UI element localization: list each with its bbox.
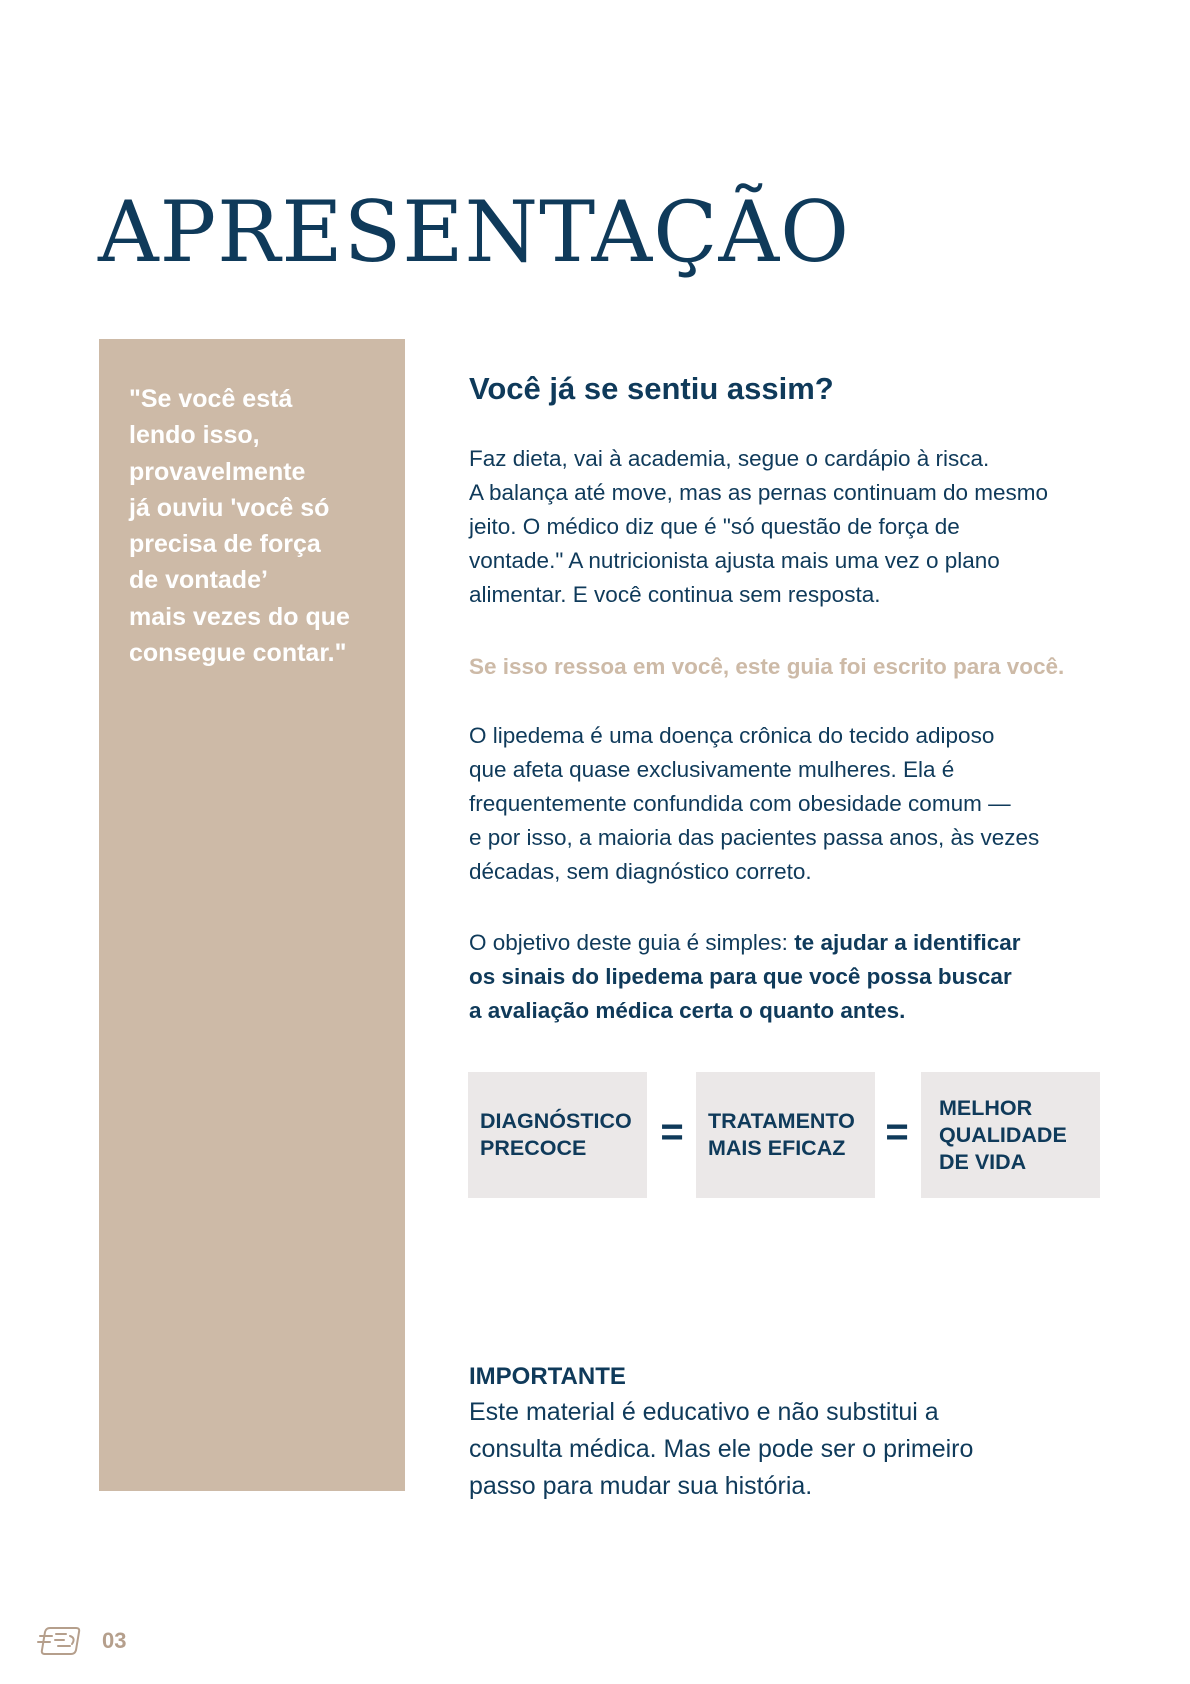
section-heading: Você já se sentiu assim?	[469, 371, 834, 406]
important-text: Este material é educativo e não substitui a consulta médica. Mas ele pode ser o primeiro passo para mudar sua história.	[469, 1398, 974, 1500]
page-title: APRESENTAÇÃO	[98, 183, 851, 281]
formula-box-quality: MELHOR QUALIDADE DE VIDA	[921, 1072, 1100, 1198]
formula-box-treatment: TRATAMENTO MAIS EFICAZ	[696, 1072, 875, 1198]
brand-logo-icon	[36, 1624, 84, 1658]
objective-bold-text: te ajudar a identificar os sinais do lipedema para que você possa buscar a avaliação médica certa o quanto antes.	[469, 930, 1021, 1023]
important-title: IMPORTANTE	[469, 1363, 626, 1390]
page-number: 03	[102, 1628, 127, 1653]
intro-paragraph: Faz dieta, vai à academia, segue o cardápio à risca. A balança até move, mas as pernas continuam do mesmo jeito. O médico diz que é "só questão de força de vontade." A nutricionista ajusta mais uma vez o plano alimentar. E você continua sem resposta.	[469, 446, 1049, 607]
page-footer	[36, 1624, 126, 1658]
objective-intro-text: O objetivo deste guia é simples:	[469, 930, 795, 955]
highlight-sentence: Se isso ressoa em você, este guia foi escrito para você.	[469, 654, 1065, 679]
important-notice	[469, 1360, 1109, 1505]
sidebar-quote: "Se você está lendo isso, provavelmente já ouviu 'você só precisa de força de vontade’ mais vezes do que consegue contar."	[129, 385, 350, 668]
equals-sign: =	[885, 1110, 909, 1154]
quote-sidebar	[99, 339, 405, 1491]
lipedema-paragraph: O lipedema é uma doença crônica do tecido adiposo que afeta quase exclusivamente mulheres. Ela é frequentemente confundida com obesidade comum — e por isso, a maioria das pacientes passa anos, às vezes décadas, sem diagnóstico correto.	[469, 723, 1040, 884]
objective-paragraph	[469, 926, 1021, 1028]
main-content	[469, 370, 1109, 1023]
formula-box-diagnosis: DIAGNÓSTICO PRECOCE	[468, 1072, 647, 1198]
equals-sign: =	[660, 1110, 684, 1154]
